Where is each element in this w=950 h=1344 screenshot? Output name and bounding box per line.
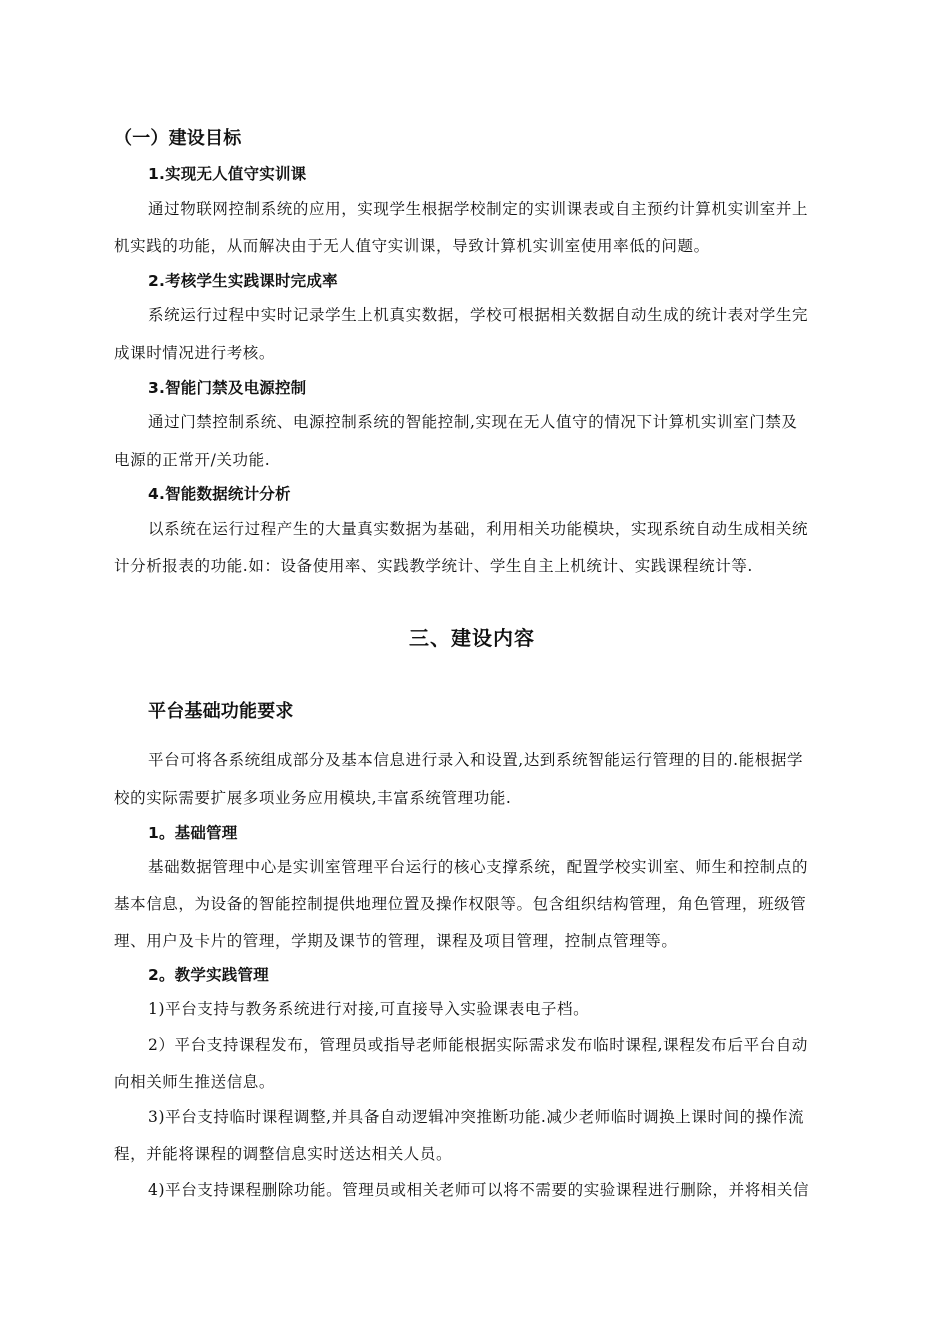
intro-line-2: 校的实际需要扩展多项业务应用模块,丰富系统管理功能. xyxy=(114,789,512,807)
teaching-line-2: 2）平台支持课程发布，管理员或指导老师能根据实际需求发布临时课程,课程发布后平台自动 xyxy=(148,1036,808,1054)
teaching-line-6: 4)平台支持课程删除功能。管理员或相关老师可以将不需要的实验课程进行删除，并将相关信 xyxy=(148,1181,810,1199)
teaching-line-3: 向相关师生推送信息。 xyxy=(114,1073,276,1091)
teaching-line-4: 3)平台支持临时课程调整,并具备自动逻辑冲突推断功能.减少老师临时调换上课时间的操作流 xyxy=(148,1108,805,1126)
section-content-heading: 三、建设内容 xyxy=(409,626,535,650)
section-content-subheading: 平台基础功能要求 xyxy=(148,701,294,722)
basic-management-title: 1。基础管理 xyxy=(148,824,238,842)
goal-item-1-line-2: 机实践的功能，从而解决由于无人值守实训课，导致计算机实训室使用率低的问题。 xyxy=(114,237,710,255)
goal-item-3-title: 3.智能门禁及电源控制 xyxy=(148,379,307,397)
intro-line-1: 平台可将各系统组成部分及基本信息进行录入和设置,达到系统智能运行管理的目的.能根据学 xyxy=(148,751,804,769)
goal-item-2-line-2: 成课时情况进行考核。 xyxy=(114,344,276,362)
goal-item-1-line-1: 通过物联网控制系统的应用，实现学生根据学校制定的实训课表或自主预约计算机实训室并上 xyxy=(148,200,809,218)
goal-item-1-title: 1.实现无人值守实训课 xyxy=(148,165,307,183)
section-goal-heading: （一）建设目标 xyxy=(114,128,242,149)
goal-item-4-title: 4.智能数据统计分析 xyxy=(148,485,291,503)
goal-item-3-line-2: 电源的正常开/关功能. xyxy=(114,451,271,469)
basic-line-2: 基本信息，为设备的智能控制提供地理位置及操作权限等。包含组织结构管理，角色管理，班级管 xyxy=(114,895,807,913)
basic-line-1: 基础数据管理中心是实训室管理平台运行的核心支撑系统，配置学校实训室、师生和控制点的 xyxy=(148,858,809,876)
goal-item-3-line-1: 通过门禁控制系统、电源控制系统的智能控制,实现在无人值守的情况下计算机实训室门禁及 xyxy=(148,413,798,431)
goal-item-2-line-1: 系统运行过程中实时记录学生上机真实数据，学校可根据相关数据自动生成的统计表对学生完 xyxy=(148,306,809,324)
goal-item-2-title: 2.考核学生实践课时完成率 xyxy=(148,272,338,290)
teaching-management-title: 2。教学实践管理 xyxy=(148,966,269,984)
teaching-line-5: 程，并能将课程的调整信息实时送达相关人员。 xyxy=(114,1145,453,1163)
basic-line-3: 理、用户及卡片的管理，学期及课节的管理，课程及项目管理，控制点管理等。 xyxy=(114,932,678,950)
goal-item-4-line-1: 以系统在运行过程产生的大量真实数据为基础，利用相关功能模块，实现系统自动生成相关统 xyxy=(148,520,809,538)
teaching-line-1: 1)平台支持与教务系统进行对接,可直接导入实验课表电子档。 xyxy=(148,1000,590,1018)
goal-item-4-line-2: 计分析报表的功能.如：设备使用率、实践教学统计、学生自主上机统计、实践课程统计等. xyxy=(114,557,753,575)
